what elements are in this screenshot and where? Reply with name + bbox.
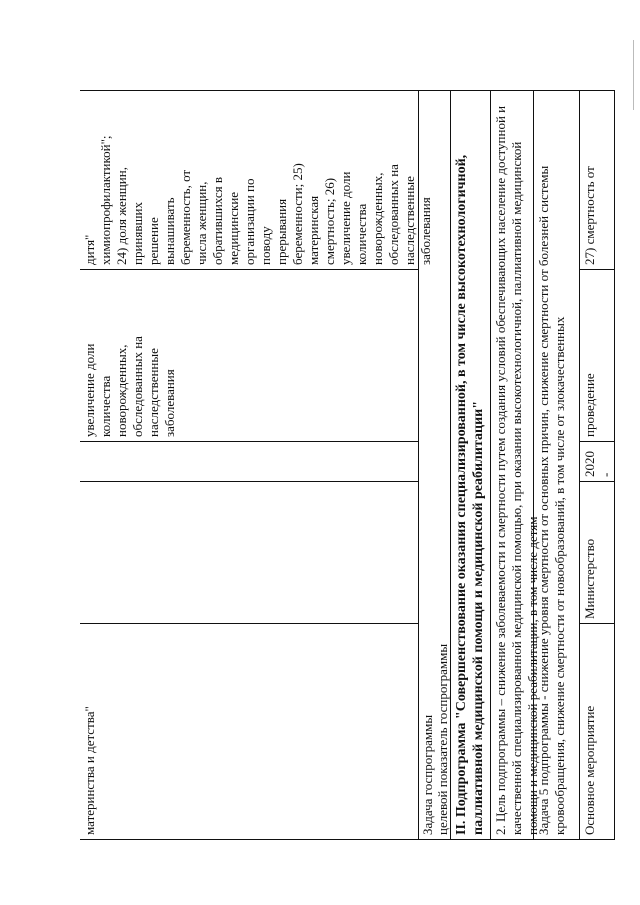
goal-row: 2. Цель подпрограммы – снижение заболеваемости и смертности путем создания условий обеспечивающих население доступной и качественной специализированной медицинской помощью, при оказании высокотехнологичной, паллиативной медицинской помощи и медицинской реабилитации, в том числе детям xyxy=(493,105,540,835)
cell-last-col5: 27) смертность от xyxy=(582,166,597,265)
row-line-5 xyxy=(579,90,580,840)
row-line-3 xyxy=(490,90,491,840)
col-line-1 xyxy=(80,623,418,624)
rotated-table xyxy=(80,90,615,840)
page-edge-mark xyxy=(633,40,634,110)
indicator-row: целевой показатель госпрограммы xyxy=(435,643,450,835)
col-line-4 xyxy=(80,269,418,270)
col-line-3-last xyxy=(579,441,615,442)
cell-last-col2: Министерство xyxy=(582,538,597,619)
col-line-2-last xyxy=(579,481,615,482)
task-row: Задача госпрограммы xyxy=(420,714,435,835)
cell-last-col1: Основное мероприятие xyxy=(582,705,597,835)
cell-top-col5: дитя" химиопрофилактикой"; 24) доля женщин, принявших решение вынашивать беременность, от числа женщин, обратившихся в медицинские организации по поводу прерывания беременности; 25) материнская смертность; 26) увеличение доли количества новорожденных, обследованных на наследственные заболевания xyxy=(82,135,433,265)
col-line-1-last xyxy=(579,623,615,624)
cell-last-col4: проведение xyxy=(582,373,597,437)
col-line-2 xyxy=(80,481,418,482)
col-line-3 xyxy=(80,441,418,442)
cell-top-col1: материнства и детства" xyxy=(82,706,97,835)
table-border-left xyxy=(80,839,615,840)
cell-top-col4: увеличение доли количества новорожденных, обследованных на наследственные заболевания xyxy=(82,336,177,437)
task5-row: Задача 5 подпрограммы - снижение уровня смертности от основных причин, снижение смертности от болезней системы кровообращения, снижение смертности от новообразований, в том числе от злокачественных xyxy=(536,165,567,835)
table-border-right xyxy=(80,90,615,91)
cell-last-col3: 2020 - xyxy=(582,451,613,477)
subprogram-heading: II. Подпрограмма "Совершенствование оказания специализированной, в том числе высокотехнологичной, паллиативной медицинской помощи и медицинской реабилитации" xyxy=(454,154,486,835)
col-line-4-last xyxy=(579,269,615,270)
table-border-bottom xyxy=(614,90,615,840)
